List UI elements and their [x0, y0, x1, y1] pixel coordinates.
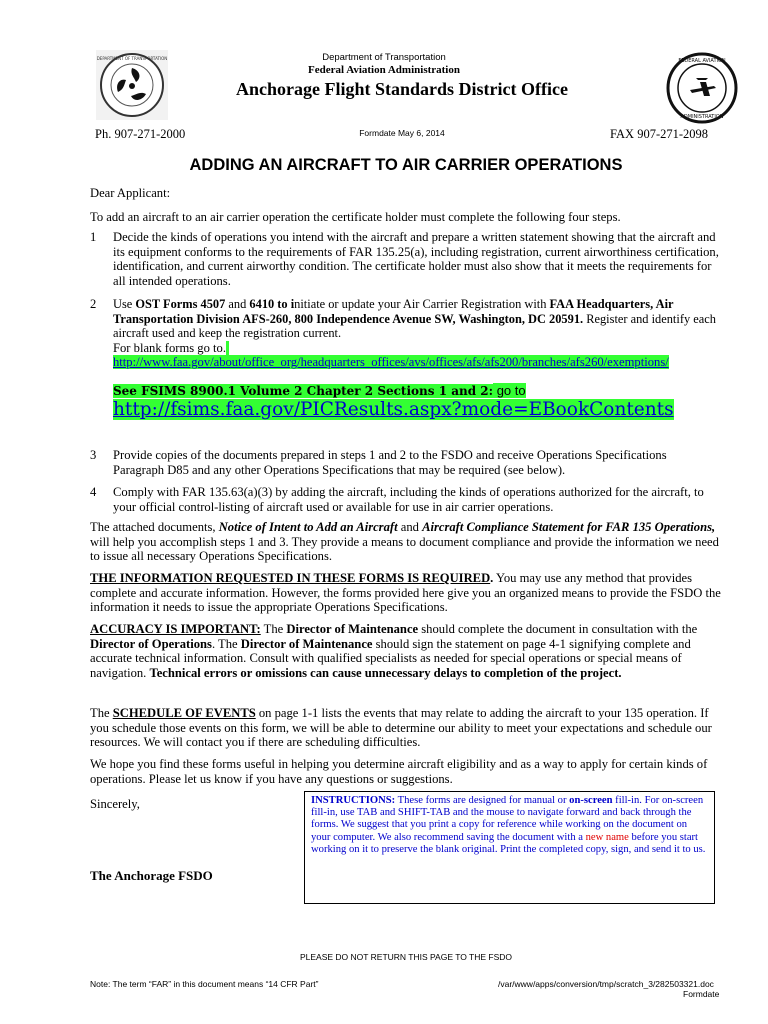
form-date: Formdate May 6, 2014 — [359, 128, 445, 138]
required-heading: THE INFORMATION REQUESTED IN THESE FORMS IS REQUIRED — [90, 571, 491, 585]
sincerely: Sincerely, — [90, 797, 140, 811]
intro-text: To add an aircraft to an air carrier operation the certificate holder must complete the following four steps. — [90, 210, 621, 224]
step-number: 2 — [90, 297, 97, 311]
step-4 — [90, 485, 720, 514]
department-name: Department of Transportation — [322, 52, 446, 63]
fsims-reference: See FSIMS 8900.1 Volume 2 Chapter 2 Sections 1 and 2: — [113, 383, 494, 398]
office-name: Anchorage Flight Standards District Office — [236, 79, 568, 99]
step-2 — [90, 297, 720, 420]
required-paragraph: THE INFORMATION REQUESTED IN THESE FORMS IS REQUIRED. You may use any method that provides complete and accurate information. However, the forms provided here give you an organized means to provide the FSDO the information it needs to issue the appropriate Operations Specifications. — [90, 571, 721, 615]
instructions-text: INSTRUCTIONS: These forms are designed for manual or on-screen fill-in. For on-screen fill-in, use TAB and SHIFT-TAB and the mouse to navigate forward and back through the forms. We suggest that you print a copy for reference while working on the document on your computer. We also recommend saving the document with a new name before you start working on it to preserve the blank original. Print the completed copy, sign, and send it to us. — [311, 795, 706, 855]
step-text: Decide the kinds of operations you intend with the aircraft and prepare a written statement showing that the aircraft and its equipment conforms to the requirements of FAR 135.25(a), including registration, current airworthiness certification, identification, and current airworthy condition. The certificate holder must also show that it meets the requirements for all intended operations. — [113, 230, 719, 288]
step-number: 3 — [90, 448, 97, 462]
agency-name: Federal Aviation Administration — [308, 64, 460, 76]
svg-text:ADMINISTRATION: ADMINISTRATION — [680, 114, 724, 120]
greeting: Dear Applicant: — [90, 186, 171, 200]
fax-number: FAX 907-271-2098 — [610, 127, 709, 141]
footer-formdate: Formdate — [683, 989, 720, 999]
do-not-return-notice: PLEASE DO NOT RETURN THIS PAGE TO THE FSDO — [299, 952, 513, 962]
new-name-text: new name — [585, 831, 629, 843]
fsims-link[interactable]: http://fsims.faa.gov/PICResults.aspx?mode=EBookContents — [113, 398, 674, 420]
accuracy-heading: ACCURACY IS IMPORTANT: — [90, 622, 261, 636]
go-to-label: go to — [493, 382, 526, 398]
closing-paragraph: We hope you find these forms useful in helping you determine aircraft eligibility and as a way to apply for certain kinds of operations. Please let us know if you have any questions or suggestions. — [90, 757, 708, 786]
svg-text:FEDERAL AVIATION: FEDERAL AVIATION — [678, 58, 726, 64]
step-text: Provide copies of the documents prepared in steps 1 and 2 to the FSDO and receive Operations Specifications Paragraph D85 and any other Operations Specifications that may be required (see below). — [113, 448, 667, 477]
step-1 — [90, 230, 720, 288]
step-3 — [90, 448, 720, 477]
accuracy-paragraph: ACCURACY IS IMPORTANT: The Director of Maintenance should complete the document in consultation with the Director of Operations. The Director of Maintenance should sign the statement on page 4-1 signifying complete and accurate technical information. Consult with qualified specialists as needed for special operations or special means of navigation. Technical errors or omissions can cause unnecessary delays to completion of the project. — [90, 622, 698, 680]
exemptions-link[interactable]: http://www.faa.gov/about/office_org/headquarters_offices/avs/offices/afs/afs200/branches/afs260/exemptions/ — [113, 355, 669, 370]
svg-text:DEPARTMENT OF TRANSPORTATION: DEPARTMENT OF TRANSPORTATION — [96, 56, 168, 61]
phone-number: Ph. 907-271-2000 — [95, 127, 186, 141]
schedule-heading: SCHEDULE OF EVENTS — [112, 706, 256, 720]
step-text: Use OST Forms 4507 and 6410 to initiate or update your Air Carrier Registration with FAA Headquarters, Air Transportation Division AFS-260, 800 Independence Avenue SW, Washington, DC 20591. Register and identify each aircraft used and keep the registration current. — [113, 297, 716, 341]
step-number: 1 — [90, 230, 97, 244]
far-note: Note: The term “FAR” in this document means “14 CFR Part” — [90, 979, 319, 989]
step-number: 4 — [90, 485, 97, 499]
blank-forms-text: For blank forms go to. — [113, 341, 720, 356]
attached-documents-paragraph: The attached documents, Notice of Intent to Add an Aircraft and Aircraft Compliance Statement for FAR 135 Operations, will help you accomplish steps 1 and 3. They provide a means to document compliance and provide the information we need to issue all necessary Operations Specifications. — [90, 520, 719, 564]
schedule-paragraph: The SCHEDULE OF EVENTS on page 1-1 lists the events that may relate to adding the aircraft to your 135 operation. If you schedule those events on this form, we will be able to determine our ability to meet your expectations and schedule our resources. We will contact you if there are scheduling difficulties. — [90, 706, 712, 750]
instructions-box — [304, 791, 715, 904]
signature: The Anchorage FSDO — [90, 868, 213, 883]
page-title: ADDING AN AIRCRAFT TO AIR CARRIER OPERATIONS — [189, 156, 623, 174]
file-path: /var/www/apps/conversion/tmp/scratch_3/282503321.doc — [498, 979, 714, 989]
instructions-label: INSTRUCTIONS: — [311, 795, 396, 806]
step-text: Comply with FAR 135.63(a)(3) by adding the aircraft, including the kinds of operations authorized for the aircraft, to your official control-listing of aircraft used or available for use in air carrier operations. — [113, 485, 704, 514]
